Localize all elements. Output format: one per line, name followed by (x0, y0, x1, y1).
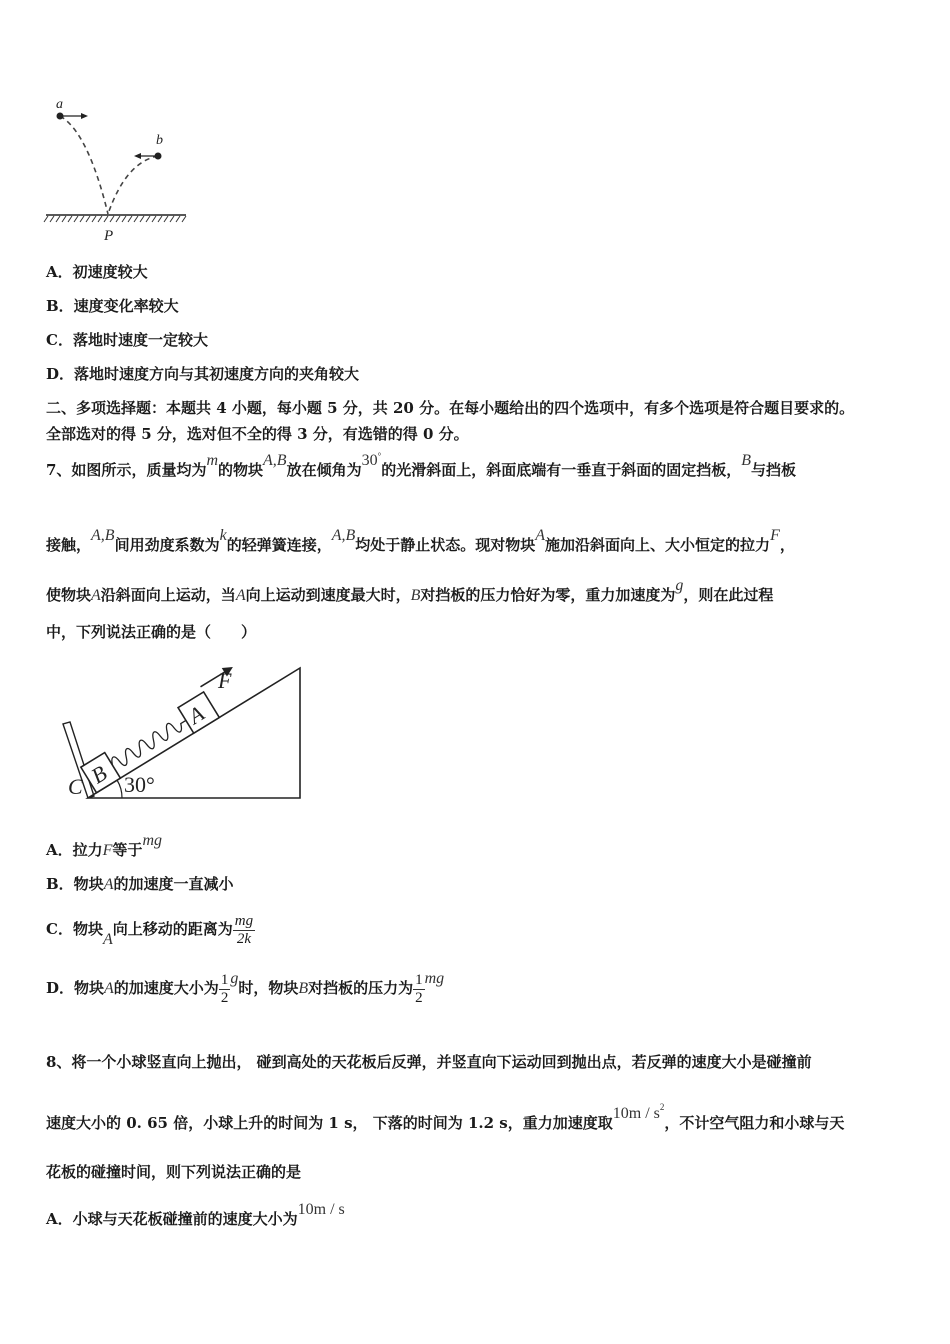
block-b-label: B (86, 760, 112, 789)
label-b: b (156, 133, 163, 148)
var-m: m (206, 452, 219, 469)
block-a-label: A (183, 700, 209, 729)
point-c-label: C (68, 774, 83, 799)
q6-option-c: C．落地时速度一定较大 (46, 331, 208, 349)
projectile-figure (40, 92, 200, 250)
trajectory-b (108, 156, 158, 214)
fraction-mg-over-2k: $\frac{mg}{2k}$ (234, 912, 254, 947)
q7-line3: 使物块A沿斜面向上运动，当A向上运动到速度最大时，B对挡板的压力恰好为零，重力加速度为g，则在此过程 (46, 577, 774, 604)
angle-arc (117, 780, 122, 798)
force-label: F (218, 668, 232, 693)
q8-line1: 8、将一个小球竖直向上抛出， 碰到高处的天花板后反弹，并竖直向下运动回到抛出点，若反弹的速度大小是碰撞前 (46, 1053, 812, 1071)
ball-a (57, 113, 64, 120)
q8-option-a: A．小球与天花板碰撞前的速度大小为10m / s (46, 1201, 345, 1228)
q7-option-a: A．拉力F等于mg (46, 832, 162, 859)
incline-figure (60, 662, 310, 807)
ground-hatching (44, 216, 186, 222)
label-a: a (56, 97, 63, 112)
arrowhead-b (134, 153, 141, 159)
arrowhead-a (81, 113, 88, 119)
q7-line4: 中，下列说法正确的是（ ） (46, 623, 257, 641)
q6-option-d: D．落地时速度方向与其初速度方向的夹角较大 (46, 365, 360, 383)
ball-b (155, 153, 162, 160)
q7-line1: 7、如图所示，质量均为m的物块A,B放在倾角为30°的光滑斜面上，斜面底端有一垂直于斜面的固定挡板，B与挡板 (46, 451, 797, 479)
q6-option-b: B．速度变化率较大 (46, 297, 179, 315)
label-p: P (104, 228, 114, 244)
q8-line2: 速度大小的 0. 65 倍，小球上升的时间为 1 s， 下落的时间为 1.2 s，重力加速度取$10m / s^2$，不计空气阻力和小球与天 (46, 1102, 845, 1132)
trajectory-a (60, 116, 108, 214)
q7-option-c: C．物块A向上移动的距离为 $\frac{mg}{2k}$ (46, 912, 254, 948)
q7-option-d: D．物块A的加速度大小为 $\frac{1}{2}$ g时，物块B对挡板的压力为 $\frac{1}{2}$ mg (46, 970, 445, 1006)
q7-line2: 接触，A,B间用劲度系数为k的轻弹簧连接，A,B均处于静止状态。现对物块A施加沿斜面向上、大小恒定的拉力F， (46, 527, 795, 554)
fraction-one-half-mg: $\frac{1}{2}$ (415, 971, 423, 1006)
fraction-one-half-g: $\frac{1}{2}$ (220, 971, 229, 1006)
q8-line3: 花板的碰撞时间，则下列说法正确的是 (46, 1163, 302, 1181)
q6-option-a: A．初速度较大 (46, 263, 148, 281)
angle-label: 30° (124, 772, 155, 797)
q7-option-b: B．物块A的加速度一直减小 (46, 875, 234, 893)
section2-heading-line2: 全部选对的得 5 分，选对但不全的得 3 分，有选错的得 0 分。 (46, 425, 469, 443)
section2-heading-line1: 二、多项选择题：本题共 4 小题，每小题 5 分，共 20 分。在每小题给出的四个选项中，有多个选项是符合题目要求的。 (46, 399, 855, 417)
